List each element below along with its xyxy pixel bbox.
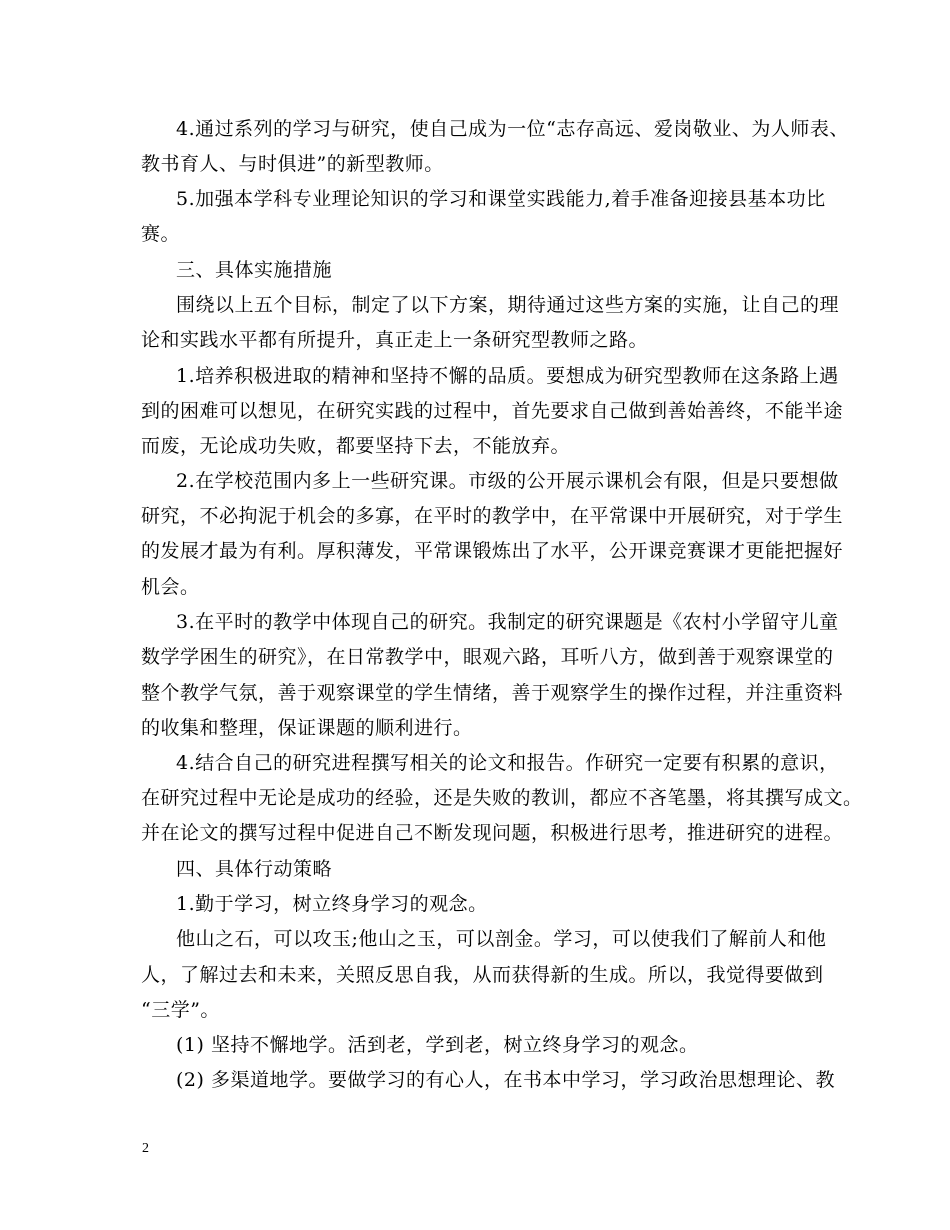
text-line: 的收集和整理，保证课题的顺利进行。 xyxy=(141,717,473,739)
text-line: 并在论文的撰写过程中促进自己不断发现问题，积极进行思考，推进研究的进程。 xyxy=(141,822,844,844)
text-line: 2.在学校范围内多上一些研究课。市级的公开展示课机会有限，但是只要想做 xyxy=(176,470,839,492)
text-line: 人，了解过去和未来，关照反思自我，从而获得新的生成。所以，我觉得要做到 xyxy=(141,964,824,986)
text-line: 4.通过系列的学习与研究，使自己成为一位“志存高远、爱岗敬业、为人师表、 xyxy=(176,118,849,140)
text-line: 他山之石，可以攻玉;他山之玉，可以剖金。学习，可以使我们了解前人和他 xyxy=(176,928,827,950)
text-line: 5.加强本学科专业理论知识的学习和课堂实践能力,着手准备迎接县基本功比 xyxy=(176,188,826,210)
text-line: 4.结合自己的研究进程撰写相关的论文和报告。作研究一定要有积累的意识， xyxy=(176,752,839,774)
text-line: 1.培养积极进取的精神和坚持不懈的品质。要想成为研究型教师在这条路上遇 xyxy=(176,365,839,387)
text-line: 整个教学气氛，善于观察课堂的学生情绪，善于观察学生的操作过程，并注重资料 xyxy=(141,682,844,704)
section-heading: 三、具体实施措施 xyxy=(176,259,333,281)
text-line: 3.在平时的教学中体现自己的研究。我制定的研究课题是《农村小学留守儿童 xyxy=(176,611,839,633)
text-line: 论和实践水平都有所提升，真正走上一条研究型教师之路。 xyxy=(141,329,649,351)
text-line: 赛。 xyxy=(141,223,181,245)
section-heading: 四、具体行动策略 xyxy=(176,858,333,880)
text-line: 的发展才最为有利。厚积薄发，平常课锻炼出了水平，公开课竞赛课才更能把握好 xyxy=(141,540,844,562)
text-line: 在研究过程中无论是成功的经验，还是失败的教训，都应不吝笔墨，将其撰写成文。 xyxy=(141,787,863,809)
text-line: 到的困难可以想见，在研究实践的过程中，首先要求自己做到善始善终，不能半途 xyxy=(141,400,844,422)
text-line: (2) 多渠道地学。要做学习的有心人，在书本中学习，学习政治思想理论、教 xyxy=(176,1069,835,1091)
text-line: 研究，不必拘泥于机会的多寡，在平时的教学中，在平常课中开展研究，对于学生 xyxy=(141,505,844,527)
text-line: 机会。 xyxy=(141,576,200,598)
text-line: 数学学困生的研究》，在日常教学中，眼观六路，耳听八方，做到善于观察课堂的 xyxy=(141,646,834,668)
text-line: 而废，无论成功失败，都要坚持下去，不能放弃。 xyxy=(141,435,571,457)
text-line: 教书育人、与时俱进”的新型教师。 xyxy=(141,153,444,175)
text-line: 1.勤于学习，树立终身学习的观念。 xyxy=(176,893,488,915)
text-line: (1) 坚持不懈地学。活到老，学到老，树立终身学习的观念。 xyxy=(176,1034,699,1056)
page-number: 2 xyxy=(142,1141,149,1156)
text-line: “三学”。 xyxy=(141,999,220,1021)
text-line: 围绕以上五个目标，制定了以下方案，期待通过这些方案的实施，让自己的理 xyxy=(176,294,840,316)
